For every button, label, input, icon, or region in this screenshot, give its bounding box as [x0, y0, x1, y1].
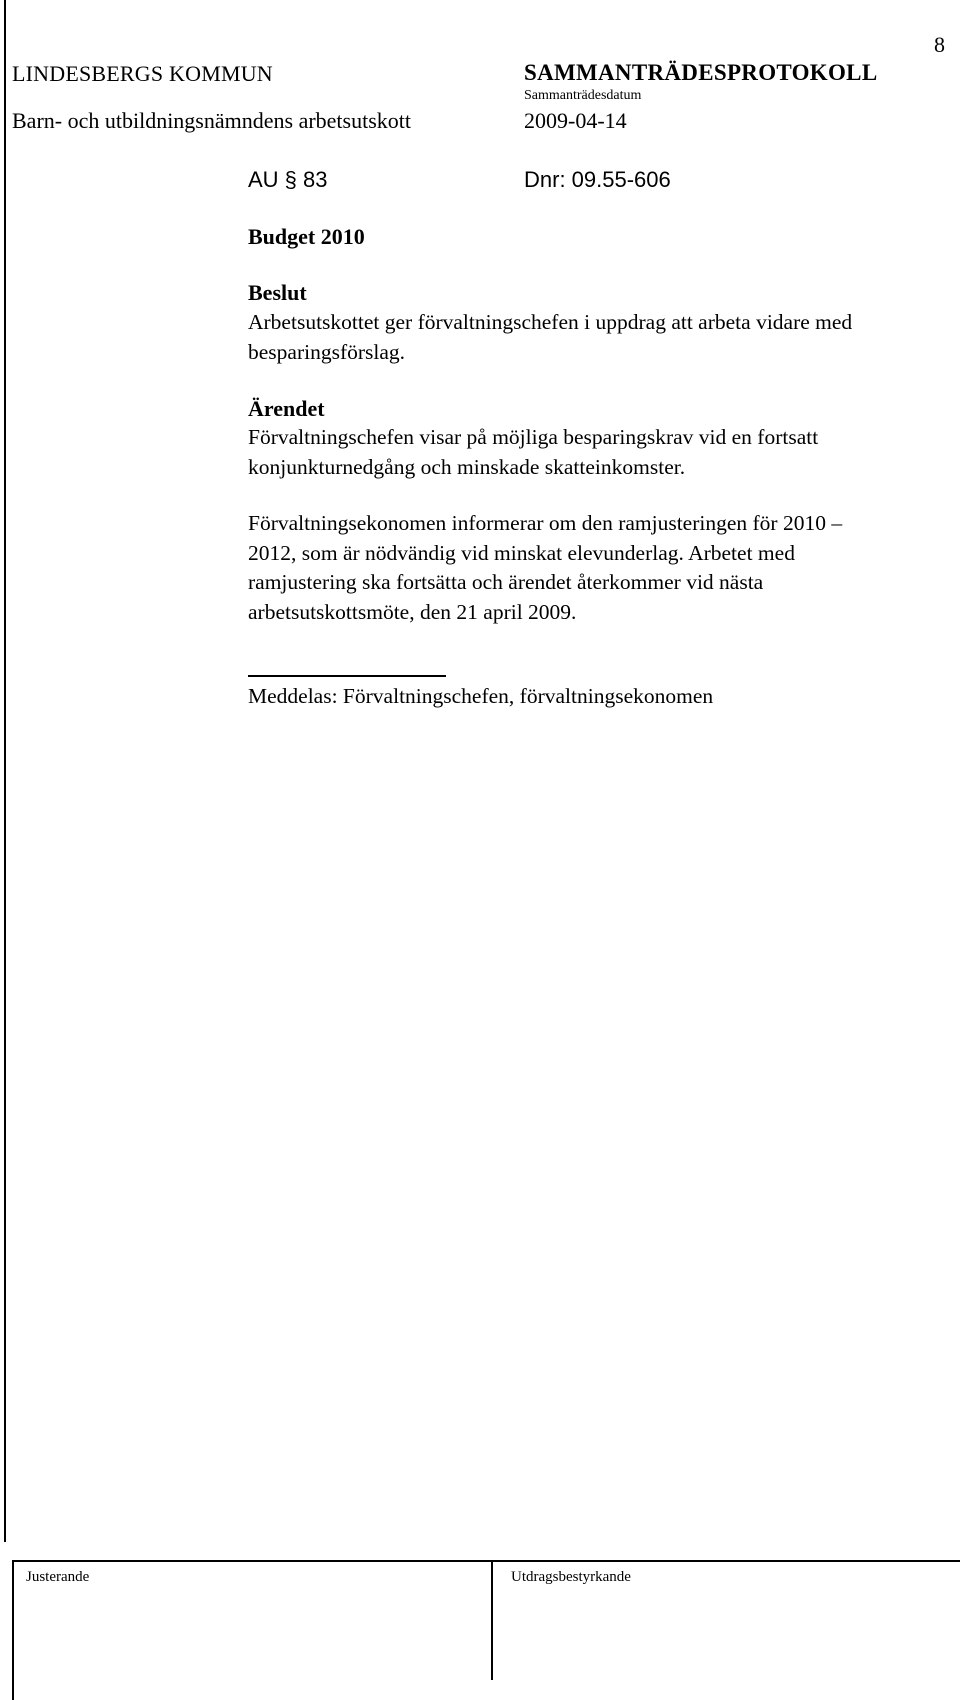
distribution-separator: [248, 675, 446, 677]
matter-paragraph-2: [248, 509, 842, 627]
document-type: SAMMANTRÄDESPROTOKOLL: [524, 60, 878, 85]
footer-justerande-label: Justerande: [26, 1569, 90, 1585]
page-number: 8: [934, 32, 945, 57]
footer-left-divider: [12, 1560, 14, 1700]
text-line: arbetsutskottsmöte, den 21 april 2009.: [248, 599, 577, 624]
decision-heading: Beslut: [248, 280, 307, 305]
text-line: besparingsförslag.: [248, 339, 406, 364]
text-line: ramjustering ska fortsätta och ärendet återkommer vid nästa: [248, 570, 764, 594]
footer-utdragsbestyrkande-label: Utdragsbestyrkande: [511, 1569, 631, 1585]
date-label: Sammanträdesdatum: [524, 88, 642, 103]
organization-name: LINDESBERGS KOMMUN: [12, 61, 273, 86]
text-line: 2012, som är nödvändig vid minskat elevunderlag. Arbetet med: [248, 540, 795, 565]
matter-paragraph-1: [248, 423, 818, 482]
meeting-date: 2009-04-14: [524, 108, 627, 133]
paragraph-reference: AU § 83: [248, 167, 328, 192]
footer-rule: [12, 1560, 960, 1562]
text-line: konjunkturnedgång och minskade skatteinkomster.: [248, 454, 686, 479]
distribution-list: Meddelas: Förvaltningschefen, förvaltningsekonomen: [248, 684, 714, 708]
matter-heading: Ärendet: [248, 396, 325, 421]
left-margin-rule: [4, 0, 6, 1542]
committee-name: Barn- och utbildningsnämndens arbetsutskott: [12, 108, 411, 133]
decision-text: [248, 308, 852, 367]
text-line: Förvaltningschefen visar på möjliga besparingskrav vid en fortsatt: [248, 425, 819, 449]
diary-number: Dnr: 09.55-606: [524, 167, 671, 192]
text-line: Förvaltningsekonomen informerar om den ramjusteringen för 2010 –: [248, 511, 843, 535]
item-title: Budget 2010: [248, 224, 365, 249]
text-line: Arbetsutskottet ger förvaltningschefen i uppdrag att arbeta vidare med: [248, 310, 853, 334]
footer-middle-divider: [491, 1560, 493, 1680]
